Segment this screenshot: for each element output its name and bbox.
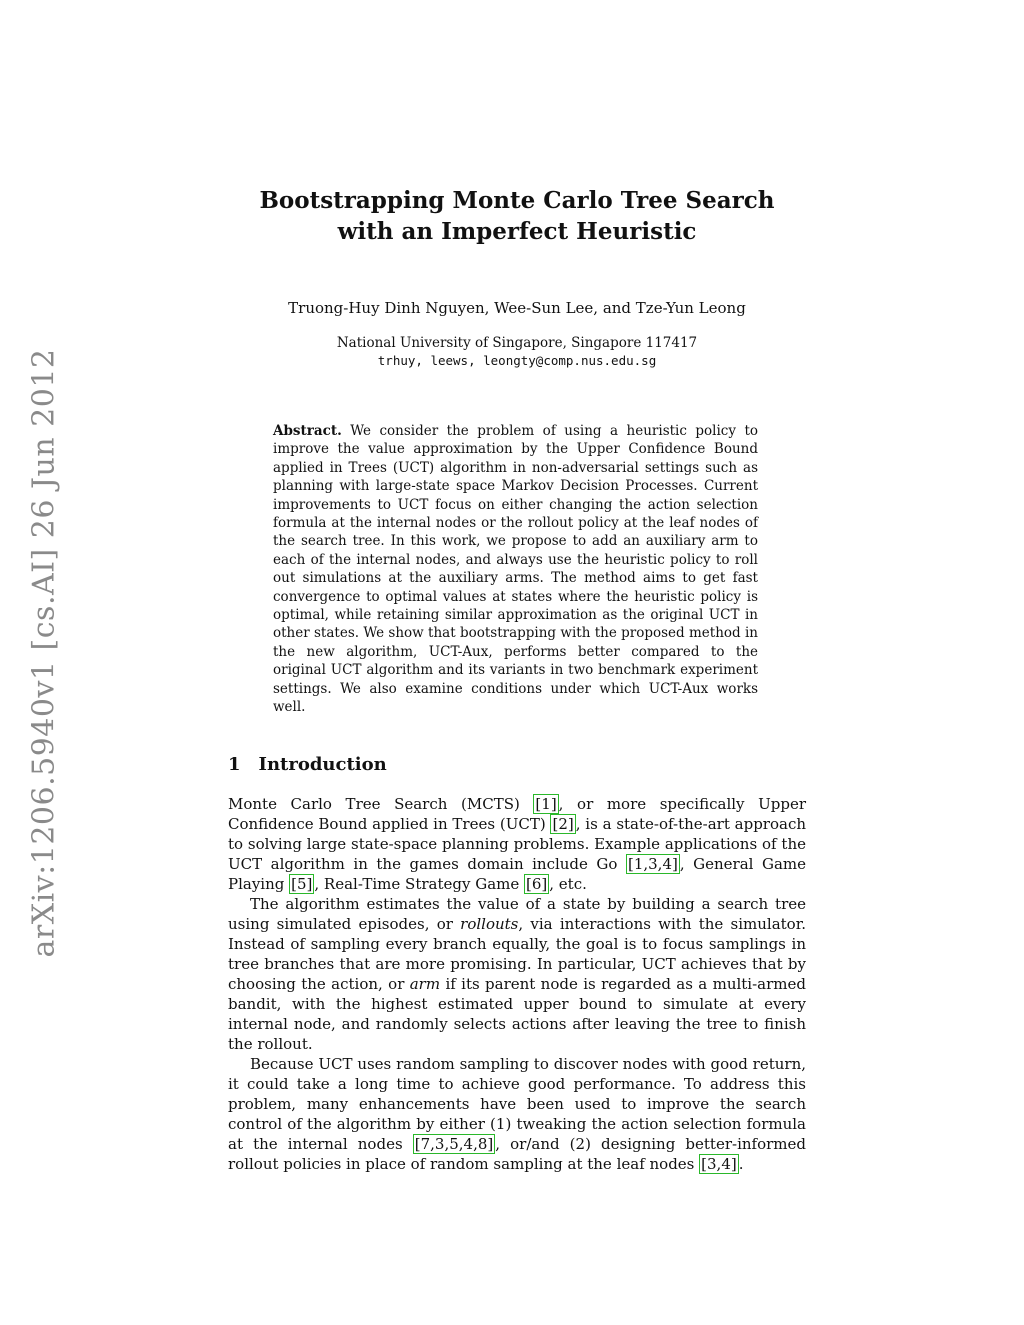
section-number: 1 — [228, 753, 241, 775]
author-emails: trhuy, leews, leongty@comp.nus.edu.sg — [377, 353, 657, 368]
citation-link[interactable]: [2] — [552, 814, 574, 833]
text: if its parent node is regarded as a multi-armed bandit, with the highest estimated upper bound to simulate at every internal node, and randomly selects actions after leaving the tree to finish the rollout. — [228, 974, 806, 1053]
citation-link[interactable]: [1] — [535, 794, 557, 813]
text: , is a state-of-the-art approach to solving large state-space planning problems. Example applications of the UCT algorithm in the games domain include Go — [228, 814, 807, 873]
text: , etc. — [549, 874, 587, 893]
paragraph — [228, 894, 806, 1054]
abstract-label: Abstract. — [273, 423, 342, 439]
citation-link[interactable]: [6] — [526, 874, 548, 893]
citation-link[interactable]: [3,4] — [701, 1154, 737, 1173]
text: . — [738, 1154, 744, 1173]
text: , or/and (2) designing better-informed rollout policies in place of random sampling at the leaf nodes — [228, 1134, 806, 1173]
section-title: Introduction — [258, 753, 387, 775]
arxiv-sidebar — [24, 348, 64, 958]
arxiv-identifier: arXiv:1206.5940v1 [cs.AI] 26 Jun 2012 — [26, 348, 62, 958]
text: , Real-Time Strategy Game — [314, 874, 525, 893]
text: The algorithm estimates the value of a state by building a search tree using simulated episodes, or — [228, 894, 806, 933]
citation-link[interactable]: [7,3,5,4,8] — [414, 1134, 494, 1153]
citation-link[interactable]: [5] — [291, 874, 313, 893]
text: , General Game Playing — [228, 854, 806, 893]
emphasis: rollouts — [460, 914, 519, 933]
affiliation: National University of Singapore, Singapore 117417 — [336, 335, 698, 351]
citation-link[interactable]: [1,3,4] — [627, 854, 678, 873]
text: , via interactions with the simulator. Instead of sampling every branch equally, the goal is to focus samplings in tree branches that are more promising. In particular, UCT achieves that by choosing the action, or — [228, 914, 806, 993]
text: Monte Carlo Tree Search (MCTS) — [228, 794, 534, 813]
section-heading — [228, 754, 806, 775]
text: , or more specifically Upper Confidence Bound applied in Trees (UCT) — [228, 794, 806, 833]
introduction-body — [228, 794, 806, 1174]
page-content — [228, 185, 806, 1174]
authors: Truong-Huy Dinh Nguyen, Wee-Sun Lee, and Tze-Yun Leong — [288, 299, 746, 317]
text: Because UCT uses random sampling to discover nodes with good return, it could take a long time to achieve good performance. To address this problem, many enhancements have been used to improve the search control of the algorithm by either (1) tweaking the action selection formula at the internal nodes — [228, 1054, 806, 1153]
paper-title: Bootstrapping Monte Carlo Tree Search with an Imperfect Heuristic — [259, 187, 775, 245]
paragraph — [228, 794, 806, 894]
abstract — [273, 422, 758, 717]
abstract-text: We consider the problem of using a heuristic policy to improve the value approximation by the Upper Confidence Bound applied in Trees (UCT) algorithm in non-adversarial settings such as planning with large-state space Markov Decision Processes. Current improvements to UCT focus on either changing the action selection formula at the internal nodes or the rollout policy at the leaf nodes of the search tree. In this work, we propose to add an auxiliary arm to each of the internal nodes, and always use the heuristic policy to roll out simulations at the auxiliary arms. The method aims to get fast convergence to optimal values at states where the heuristic policy is optimal, while retaining similar approximation as the original UCT in other states. We show that bootstrapping with the proposed method in the new algorithm, UCT-Aux, performs better compared to the original UCT algorithm and its variants in two benchmark experiment settings. We also examine conditions under which UCT-Aux works well. — [273, 423, 759, 716]
emphasis: arm — [409, 974, 441, 993]
paragraph — [228, 1054, 806, 1174]
